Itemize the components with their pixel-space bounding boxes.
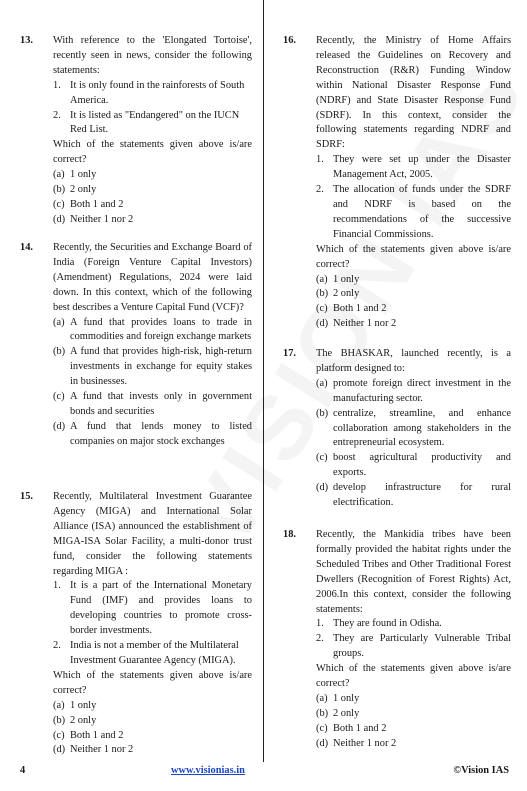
option-marker: (b) [316, 707, 329, 719]
question-stem: The BHASKAR, launched recently, is a platform designed to: [316, 348, 511, 374]
option-marker: (a) [53, 316, 65, 328]
question-stem: Recently, the Mankidia tribes have been formally provided the habitat rights under the Scheduled Tribes and Other Traditional Forest Dwellers (Recognition of Forest Rights) Act, 2006.In this context, consider the following statements: [316, 529, 511, 615]
option-text: Neither 1 nor 2 [333, 737, 397, 749]
question-stem: Recently, Multilateral Investment Guarantee Agency (MIGA) and International Solar Alliance (ISA) announced the establishment of MIGA-ISA Solar Facility, a multi-donor trust fund, consider the following statements regarding MIGA : [53, 491, 252, 577]
option-text: A fund that provides high-risk, high-return investments in exchange for equity stakes in businesses. [70, 346, 252, 388]
statement-text: They are Particularly Vulnerable Tribal groups. [333, 633, 511, 660]
statement-item [53, 579, 252, 639]
statement-item [316, 632, 511, 662]
option-d[interactable] [53, 743, 252, 758]
option-text: 1 only [333, 692, 360, 704]
option-c[interactable] [316, 451, 511, 481]
option-marker: (a) [316, 692, 328, 704]
option-marker: (d) [53, 213, 66, 225]
statement-list [53, 79, 252, 139]
statement-item [53, 639, 252, 669]
option-marker: (a) [53, 699, 65, 711]
option-marker: (d) [316, 737, 329, 749]
option-text: Both 1 and 2 [333, 722, 387, 734]
option-marker: (b) [53, 346, 66, 358]
statement-text: It is only found in the rainforests of South America. [70, 79, 245, 106]
statement-item [53, 79, 252, 109]
option-text: Both 1 and 2 [333, 303, 387, 315]
statement-list [316, 617, 511, 662]
option-a[interactable] [316, 377, 511, 407]
option-b[interactable] [53, 183, 252, 198]
statement-marker: 1. [53, 580, 61, 592]
statement-marker: 2. [53, 109, 61, 121]
option-d[interactable] [316, 737, 511, 752]
statement-marker: 1. [53, 79, 61, 91]
option-marker: (a) [316, 273, 328, 285]
option-marker: (a) [316, 377, 328, 389]
option-marker: (d) [53, 744, 66, 756]
option-text: develop infrastructure for rural electrification. [333, 482, 511, 509]
option-text: promote foreign direct investment in the manufacturing sector. [333, 377, 511, 404]
question-number: 16. [283, 35, 296, 46]
column-divider [263, 0, 264, 762]
option-b[interactable] [316, 707, 511, 722]
copyright: ©Vision IAS [453, 765, 509, 776]
page-number: 4 [20, 765, 26, 776]
statement-item [316, 617, 511, 632]
option-text: boost agricultural productivity and exports. [333, 452, 511, 479]
option-b[interactable] [53, 714, 252, 729]
statement-marker: 2. [316, 184, 324, 196]
option-text: Both 1 and 2 [70, 198, 124, 210]
option-text: A fund that invests only in government bonds and securities [70, 391, 252, 417]
option-text: A fund that provides loans to trade in commodities and foreign exchange markets [70, 316, 252, 343]
option-text: A fund that lends money to listed companies on major stock exchanges [70, 420, 252, 447]
option-marker: (b) [316, 288, 329, 300]
question-stem: Recently, the Ministry of Home Affairs released the Guidelines on Recovery and Reconstruction (R&R) Funding Window within National Disaster Response Fund (NDRF) and State Disaster Response Fund (SDRF). In this context, consider the following statements regarding NDRF and SDRF: [316, 35, 511, 151]
statement-text: India is not a member of the Multilateral Investment Guarantee Agency (MIGA). [70, 640, 239, 666]
statement-marker: 2. [316, 633, 324, 645]
option-text: 2 only [70, 184, 97, 196]
question-prompt: Which of the statements given above is/are correct? [316, 243, 511, 270]
option-list [53, 316, 252, 450]
option-c[interactable] [53, 729, 252, 744]
option-text: Both 1 and 2 [70, 729, 124, 741]
option-marker: (c) [316, 303, 328, 315]
statement-marker: 1. [316, 618, 324, 630]
option-marker: (c) [53, 198, 65, 210]
question-stem: With reference to the 'Elongated Tortoise', recently seen in news, consider the following statements: [53, 35, 252, 76]
option-text: 1 only [70, 699, 97, 711]
option-marker: (b) [316, 407, 329, 419]
option-b[interactable] [316, 407, 511, 452]
question-number: 17. [283, 348, 296, 359]
option-text: 2 only [333, 288, 360, 300]
option-text: 1 only [333, 273, 360, 285]
statement-item [53, 109, 252, 139]
question-prompt: Which of the statements given above is/are correct? [53, 139, 252, 166]
question-stem: Recently, the Securities and Exchange Board of India (Foreign Venture Capital Investors) (Amendment) Regulations, 2024 were laid down. In this context, which of the following best describes a Venture Capital Fund (VCF)? [53, 242, 252, 313]
option-marker: (c) [316, 452, 328, 464]
option-a[interactable] [316, 692, 511, 707]
option-marker: (b) [53, 184, 66, 196]
option-b[interactable] [316, 287, 511, 302]
option-marker: (d) [53, 420, 66, 432]
question-number: 13. [20, 35, 33, 46]
option-d[interactable] [53, 213, 252, 228]
option-text: 2 only [333, 707, 360, 719]
option-list [53, 699, 252, 759]
statement-text: It is a part of the International Monetary Fund (IMF) and provides loans to developing countries to promote cross-border investments. [70, 580, 252, 637]
option-list [316, 692, 511, 752]
statement-marker: 1. [316, 154, 324, 166]
option-marker: (d) [316, 482, 329, 494]
statement-text: They are found in Odisha. [333, 618, 442, 630]
option-marker: (c) [53, 391, 65, 403]
option-list [316, 377, 511, 511]
statement-text: It is listed as "Endangered" on the IUCN Red List. [70, 109, 240, 136]
website-link[interactable]: www.visionias.in [171, 765, 245, 776]
question-number: 18. [283, 529, 296, 540]
statement-item [316, 183, 511, 243]
option-text: 2 only [70, 714, 97, 726]
option-marker: (a) [53, 169, 65, 181]
option-d[interactable] [316, 317, 511, 332]
option-list [53, 168, 252, 228]
option-marker: (b) [53, 714, 66, 726]
option-c[interactable] [53, 390, 252, 420]
option-text: 1 only [70, 169, 97, 181]
statement-text: The allocation of funds under the SDRF and NDRF is based on the recommendations of the successive Financial Commissions. [333, 184, 511, 240]
option-marker: (c) [53, 729, 65, 741]
option-text: Neither 1 nor 2 [70, 213, 134, 225]
option-c[interactable] [316, 302, 511, 317]
statement-list [53, 579, 252, 668]
option-list [316, 273, 511, 333]
question-number: 14. [20, 242, 33, 253]
option-a[interactable] [53, 168, 252, 183]
question-prompt: Which of the statements given above is/are correct? [53, 669, 252, 696]
statement-item [316, 153, 511, 183]
option-a[interactable] [53, 316, 252, 346]
option-b[interactable] [53, 345, 252, 390]
question-number: 15. [20, 491, 33, 502]
option-text: Neither 1 nor 2 [333, 318, 397, 330]
question-prompt: Which of the statements given above is/are correct? [316, 663, 511, 690]
option-c[interactable] [53, 198, 252, 213]
option-text: Neither 1 nor 2 [70, 744, 134, 756]
option-c[interactable] [316, 722, 511, 737]
option-a[interactable] [53, 699, 252, 714]
option-d[interactable] [316, 481, 511, 511]
option-d[interactable] [53, 420, 252, 450]
statement-marker: 2. [53, 640, 61, 652]
option-marker: (c) [316, 722, 328, 734]
statement-list [316, 153, 511, 242]
statement-text: They were set up under the Disaster Management Act, 2005. [333, 154, 511, 181]
option-a[interactable] [316, 273, 511, 288]
option-marker: (d) [316, 318, 329, 330]
option-text: centralize, streamline, and enhance collaboration among stakeholders in the entrepreneurial ecosystem. [333, 407, 511, 449]
